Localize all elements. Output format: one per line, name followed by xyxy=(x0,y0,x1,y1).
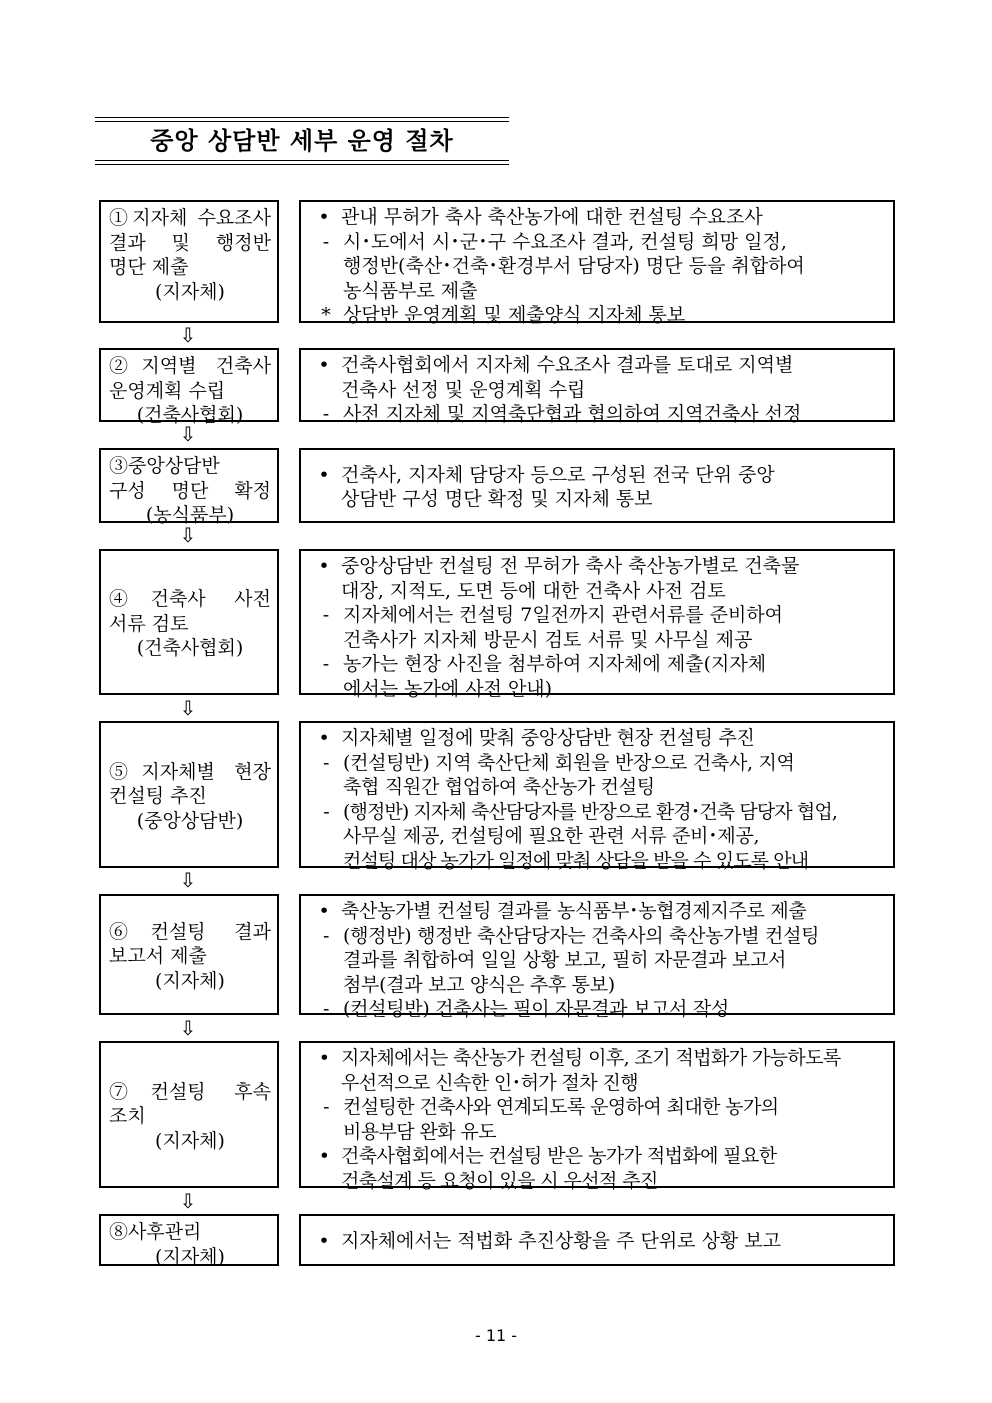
detail-item xyxy=(313,353,885,378)
step-8-label-box xyxy=(99,1214,279,1266)
dash-marker: - xyxy=(322,653,330,675)
step-6-detail-box xyxy=(299,894,895,1020)
detail-text: 상담반 구성 명단 확정 및 지자체 통보 xyxy=(341,488,653,510)
detail-item xyxy=(313,554,885,579)
detail-item xyxy=(313,924,885,949)
step-org: (지자체) xyxy=(155,280,225,303)
detail-text: 건축설계 등 요청이 있을 시 우선적 추진 xyxy=(341,1169,658,1192)
detail-text: 건축사 선정 및 운영계획 수립 xyxy=(341,378,586,401)
detail-item xyxy=(313,775,885,800)
detail-item xyxy=(313,1169,885,1194)
detail-item xyxy=(313,579,885,604)
bullet-marker: • xyxy=(318,555,330,577)
detail-text: 농가는 현장 사진을 첨부하여 지자체에 제출(지자체 xyxy=(343,653,767,675)
step-5-detail-box xyxy=(299,721,895,872)
detail-item xyxy=(313,205,885,230)
detail-item xyxy=(313,1120,885,1145)
down-arrow-icon: ⇩ xyxy=(179,868,197,892)
detail-text: 지자체에서는 축산농가 컨설팅 이후, 조기 적법화가 가능하도록 xyxy=(341,1047,841,1069)
step-4-label-box xyxy=(99,549,279,695)
detail-item xyxy=(313,997,885,1022)
detail-text: 컨설팅한 건축사와 연계되도록 운영하여 최대한 농가의 xyxy=(343,1096,779,1118)
detail-item xyxy=(313,463,885,488)
title-rule-bottom-inner xyxy=(95,160,509,161)
step-8-detail-box xyxy=(299,1214,895,1266)
detail-text: 관내 무허가 축사 축산농가에 대한 컨설팅 수요조사 xyxy=(341,206,763,228)
down-arrow-icon: ⇩ xyxy=(179,323,197,347)
step-1-detail-box xyxy=(299,200,895,326)
step-label-line: ②지역별 건축사 xyxy=(109,355,271,377)
dash-marker: - xyxy=(322,403,330,425)
detail-item xyxy=(313,279,885,304)
step-org: (지자체) xyxy=(155,1129,225,1152)
detail-text: 축협 직원간 협업하여 축산농가 컨설팅 xyxy=(343,776,655,798)
step-label-line: 보고서 제출 xyxy=(109,945,207,968)
step-3-label-box xyxy=(99,448,279,526)
bullet-marker: • xyxy=(318,354,330,376)
detail-text: 건축사협회에서는 컨설팅 받은 농가가 적법화에 필요한 xyxy=(341,1145,777,1167)
detail-item xyxy=(313,726,885,751)
detail-text: (행정반) 지자체 축산담당자를 반장으로 환경･건축 담당자 협업, xyxy=(343,800,837,823)
bullet-marker: • xyxy=(318,463,330,486)
detail-text: 건축사, 지자체 담당자 등으로 구성된 전국 단위 중앙 xyxy=(341,463,775,486)
detail-text: 지자체별 일정에 맞춰 중앙상담반 현장 컨설팅 추진 xyxy=(341,727,755,749)
detail-text: 축산농가별 컨설팅 결과를 농식품부･농협경제지주로 제출 xyxy=(341,900,807,922)
detail-text: 대장, 지적도, 도면 등에 대한 건축사 사전 검토 xyxy=(341,579,726,602)
detail-text: 시･도에서 시･군･구 수요조사 결과, 컨설팅 희망 일정, xyxy=(343,230,787,253)
dash-marker: - xyxy=(323,1096,329,1118)
dash-marker: - xyxy=(323,800,329,823)
detail-text: 건축사가 지자체 방문시 검토 서류 및 사무실 제공 xyxy=(343,628,753,651)
detail-text: 행정반(축산･건축･환경부서 담당자) 명단 등을 취합하여 xyxy=(343,255,805,277)
step-label-line: ①지자체 수요조사 xyxy=(109,207,271,229)
step-2-detail-box xyxy=(299,348,895,425)
title-rule-top-inner xyxy=(95,121,509,122)
bullet-marker: • xyxy=(318,900,330,922)
step-label-line: ③중앙상담반 xyxy=(109,455,220,477)
step-2-label-box xyxy=(99,348,279,426)
bullet-marker: • xyxy=(318,1047,330,1069)
down-arrow-icon: ⇩ xyxy=(179,523,197,547)
detail-text: 지자체에서는 컨설팅 7일전까지 관련서류를 준비하여 xyxy=(343,604,784,626)
down-arrow-icon: ⇩ xyxy=(179,696,197,720)
down-arrow-icon: ⇩ xyxy=(179,422,197,446)
detail-item xyxy=(313,628,885,653)
down-arrow-icon: ⇩ xyxy=(179,1016,197,1040)
step-1-label-box xyxy=(99,200,279,323)
step-label-line: ④건축사 사전 xyxy=(109,588,271,611)
detail-item xyxy=(313,378,885,403)
section-title-box xyxy=(95,117,509,165)
detail-item xyxy=(313,487,885,512)
detail-item xyxy=(313,603,885,628)
detail-item xyxy=(313,303,885,328)
dash-marker: - xyxy=(322,924,330,947)
step-7-detail-box xyxy=(299,1041,895,1192)
detail-item xyxy=(313,1071,885,1096)
step-org: (건축사협회) xyxy=(136,404,244,426)
page-number: - 11 - xyxy=(474,1326,518,1345)
title-rule-bottom xyxy=(95,164,509,165)
dash-marker: - xyxy=(322,998,330,1020)
detail-text: 첨부(결과 보고 양식은 추후 통보) xyxy=(343,973,615,996)
step-label-line: ⑤지자체별 현장 xyxy=(109,760,271,783)
step-7-label-box xyxy=(99,1041,279,1188)
detail-item xyxy=(313,800,885,825)
page-title: 중앙 상담반 세부 운영 절차 xyxy=(150,127,454,155)
detail-text: 지자체에서는 적법화 추진상황을 주 단위로 상황 보고 xyxy=(341,1230,782,1253)
detail-item xyxy=(313,402,885,427)
step-label-line: ⑥컨설팅 결과 xyxy=(109,920,271,943)
detail-text: 중앙상담반 컨설팅 전 무허가 축사 축산농가별로 건축물 xyxy=(341,555,800,577)
detail-item xyxy=(313,677,885,702)
detail-item xyxy=(313,849,885,874)
detail-text: 건축사협회에서 지자체 수요조사 결과를 토대로 지역별 xyxy=(341,354,794,376)
bullet-marker: • xyxy=(318,727,330,749)
dash-marker: - xyxy=(322,604,330,626)
step-label-line: 결과 및 행정반 xyxy=(109,231,271,254)
detail-text: (컨설팅반) 건축사는 필이 자문결과 보고서 작성 xyxy=(343,998,729,1020)
step-6-label-box xyxy=(99,894,279,1015)
step-4-detail-box xyxy=(299,549,895,700)
detail-text: 농식품부로 제출 xyxy=(343,279,478,302)
step-org: (중앙상담반) xyxy=(136,809,244,832)
step-label-line: 조치 xyxy=(109,1105,146,1128)
detail-item xyxy=(313,899,885,924)
detail-text: 컨설팅 대상 농가가 일정에 맞춰 상담을 받을 수 있도록 안내 xyxy=(343,849,809,872)
detail-text: 사전 지자체 및 지역축단협과 협의하여 지역건축사 선정 xyxy=(343,403,802,425)
step-label-line: 운영계획 수립 xyxy=(109,379,226,402)
bullet-marker: • xyxy=(318,1145,330,1167)
detail-item xyxy=(313,1229,885,1254)
step-org: (농식품부) xyxy=(145,504,235,526)
bullet-marker: • xyxy=(318,1230,330,1253)
detail-text: 비용부담 완화 유도 xyxy=(343,1120,496,1143)
step-label-line: 서류 검토 xyxy=(109,612,189,635)
step-org: (지자체) xyxy=(155,969,225,992)
step-org: (건축사협회) xyxy=(136,637,244,660)
step-org: (지자체) xyxy=(155,1245,225,1268)
detail-text: 상담반 운영계획 및 제출양식 지자체 통보 xyxy=(343,304,686,326)
detail-item xyxy=(313,230,885,255)
step-3-detail-box xyxy=(299,448,895,523)
detail-item xyxy=(313,254,885,279)
step-label-line: ⑧사후관리 xyxy=(109,1221,202,1243)
detail-text: 결과를 취합하여 일일 상황 보고, 필히 자문결과 보고서 xyxy=(343,949,787,971)
step-label-line: 명단 제출 xyxy=(109,256,189,278)
detail-text: 우선적으로 신속한 인･허가 절차 진행 xyxy=(341,1071,638,1094)
detail-text: (컨설팅반) 지역 축산단체 회원을 반장으로 건축사, 지역 xyxy=(343,751,795,774)
step-label-line: 컨설팅 추진 xyxy=(109,785,207,808)
detail-item xyxy=(313,824,885,849)
detail-item xyxy=(313,652,885,677)
detail-item xyxy=(313,1046,885,1071)
step-5-label-box xyxy=(99,721,279,868)
step-label-line: ⑦컨설팅 후속 xyxy=(109,1080,271,1103)
step-label-line: 구성 명단 확정 xyxy=(109,479,271,502)
detail-item xyxy=(313,948,885,973)
bullet-marker: • xyxy=(318,206,330,228)
down-arrow-icon: ⇩ xyxy=(179,1189,197,1213)
detail-item xyxy=(313,1095,885,1120)
asterisk-marker: * xyxy=(321,304,331,326)
detail-text: (행정반) 행정반 축산담당자는 건축사의 축산농가별 컨설팅 xyxy=(343,924,820,947)
title-rule-top xyxy=(95,117,509,118)
detail-item xyxy=(313,1144,885,1169)
detail-text: 에서는 농가에 사전 안내) xyxy=(343,677,553,700)
detail-item xyxy=(313,751,885,776)
detail-item xyxy=(313,973,885,998)
dash-marker: - xyxy=(322,230,330,253)
detail-text: 사무실 제공, 컨설팅에 필요한 관련 서류 준비･제공, xyxy=(343,825,760,847)
dash-marker: - xyxy=(322,751,330,774)
